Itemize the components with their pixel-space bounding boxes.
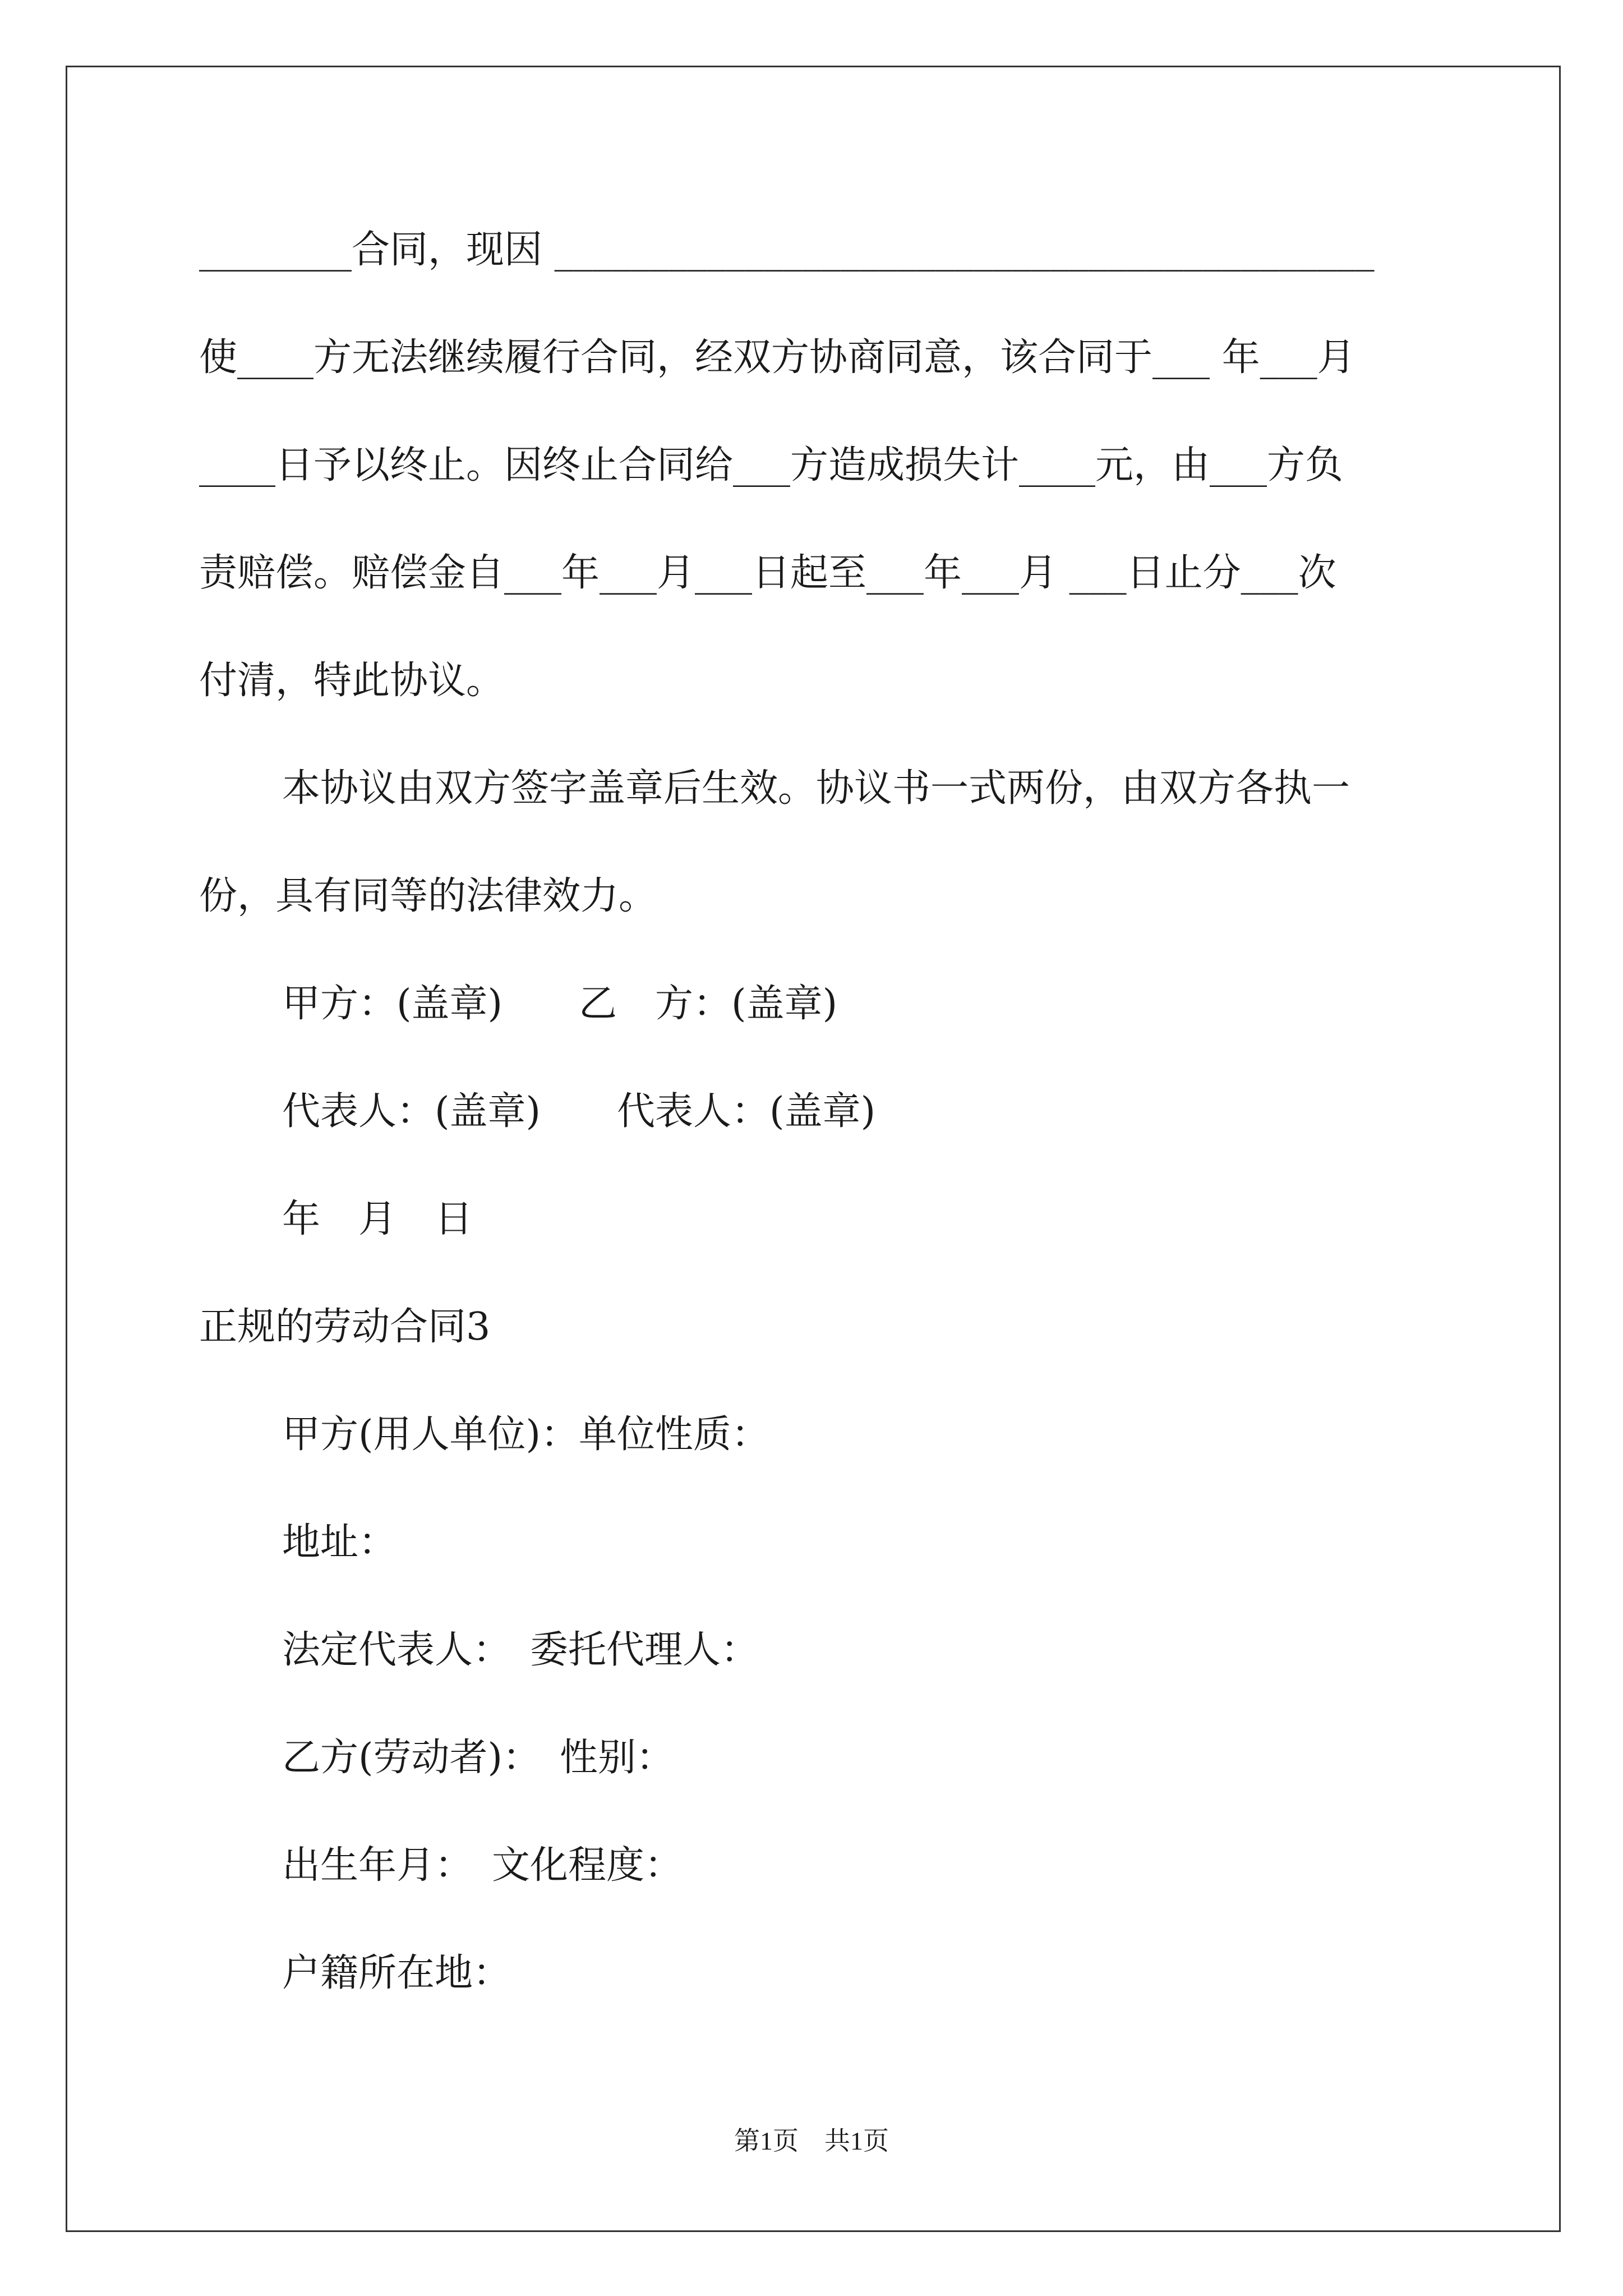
page-number-footer: 第1页 共1页: [734, 2127, 889, 2155]
text-line: ________合同，现因 ___________________________________________: [199, 228, 1375, 272]
signature-line-representative: 代表人：(盖章) 代表人：(盖章): [282, 1089, 876, 1134]
field-legal-representative: 法定代表人： 委托代理人：: [282, 1628, 759, 1672]
paragraph-line: 本协议由双方签字盖章后生效。协议书一式两份，由双方各执一: [282, 766, 1350, 811]
field-employer: 甲方(用人单位)：单位性质：: [282, 1412, 770, 1457]
field-birth-education: 出生年月： 文化程度：: [282, 1843, 683, 1888]
signature-line-party: 甲方：(盖章) 乙 方：(盖章): [282, 982, 838, 1026]
field-employee: 乙方(劳动者)： 性别：: [282, 1736, 675, 1780]
text-line: 责赔偿。赔偿金自___年___月___日起至___年___月 ___日止分___次: [199, 551, 1336, 595]
text-line: 付清，特此协议。: [199, 659, 505, 703]
text-line: ____日予以终止。因终止合同给___方造成损失计____元，由___方负: [199, 443, 1344, 487]
text-line: 使____方无法继续履行合同，经双方协商同意，该合同于___ 年___月: [199, 335, 1355, 380]
page-border: [66, 66, 1561, 2232]
field-address: 地址：: [282, 1520, 397, 1565]
text-line: 份，具有同等的法律效力。: [199, 874, 657, 918]
section-title: 正规的劳动合同3: [199, 1305, 491, 1349]
date-line: 年 月 日: [282, 1197, 473, 1241]
field-household-registration: 户籍所在地：: [282, 1951, 511, 1995]
